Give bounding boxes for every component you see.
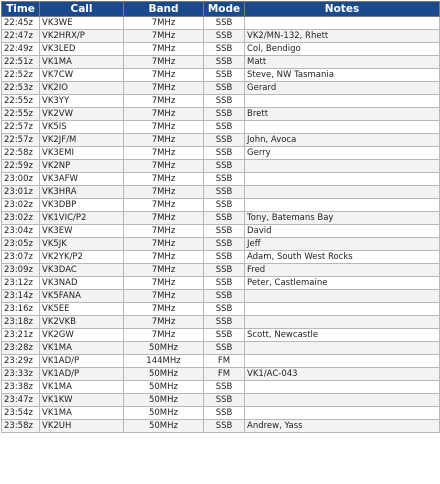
cell-band: 7MHz [124, 199, 204, 212]
table-row [2, 173, 440, 186]
cell-notes: David [245, 225, 440, 238]
log-table-body [2, 17, 440, 433]
cell-mode: SSB [204, 407, 245, 420]
cell-band: 7MHz [124, 56, 204, 69]
cell-call: VK2GW [40, 329, 124, 342]
cell-band: 7MHz [124, 316, 204, 329]
table-row [2, 69, 440, 82]
header-row [2, 2, 440, 17]
cell-notes: Tony, Batemans Bay [245, 212, 440, 225]
cell-band: 7MHz [124, 82, 204, 95]
table-row [2, 56, 440, 69]
cell-notes [245, 160, 440, 173]
table-row [2, 277, 440, 290]
table-row [2, 381, 440, 394]
cell-mode: SSB [204, 30, 245, 43]
cell-notes: Scott, Newcastle [245, 329, 440, 342]
cell-mode: FM [204, 355, 245, 368]
cell-mode: SSB [204, 160, 245, 173]
cell-time: 23:02z [2, 212, 40, 225]
cell-mode: SSB [204, 43, 245, 56]
table-row [2, 238, 440, 251]
cell-band: 7MHz [124, 251, 204, 264]
table-row [2, 303, 440, 316]
cell-notes [245, 407, 440, 420]
cell-time: 23:02z [2, 199, 40, 212]
cell-time: 23:00z [2, 173, 40, 186]
cell-mode: SSB [204, 225, 245, 238]
cell-call: VK3DBP [40, 199, 124, 212]
cell-band: 50MHz [124, 368, 204, 381]
cell-notes [245, 342, 440, 355]
cell-band: 50MHz [124, 420, 204, 433]
cell-time: 22:59z [2, 160, 40, 173]
cell-mode: SSB [204, 290, 245, 303]
cell-band: 7MHz [124, 173, 204, 186]
table-row [2, 160, 440, 173]
cell-band: 50MHz [124, 407, 204, 420]
log-table [1, 1, 440, 433]
cell-band: 7MHz [124, 69, 204, 82]
cell-mode: SSB [204, 394, 245, 407]
column-header-mode: Mode [204, 2, 245, 17]
cell-time: 23:04z [2, 225, 40, 238]
cell-band: 7MHz [124, 264, 204, 277]
cell-notes [245, 316, 440, 329]
cell-notes: Andrew, Yass [245, 420, 440, 433]
table-row [2, 251, 440, 264]
cell-mode: SSB [204, 264, 245, 277]
cell-band: 7MHz [124, 121, 204, 134]
table-row [2, 225, 440, 238]
cell-band: 7MHz [124, 147, 204, 160]
cell-mode: SSB [204, 69, 245, 82]
cell-time: 22:52z [2, 69, 40, 82]
cell-time: 23:12z [2, 277, 40, 290]
cell-time: 23:14z [2, 290, 40, 303]
table-row [2, 17, 440, 30]
cell-call: VK2HRX/P [40, 30, 124, 43]
cell-band: 7MHz [124, 277, 204, 290]
table-row [2, 199, 440, 212]
cell-call: VK2JF/M [40, 134, 124, 147]
cell-time: 23:07z [2, 251, 40, 264]
table-row [2, 95, 440, 108]
cell-notes: Jeff [245, 238, 440, 251]
cell-mode: SSB [204, 277, 245, 290]
cell-time: 23:01z [2, 186, 40, 199]
cell-mode: SSB [204, 316, 245, 329]
cell-band: 7MHz [124, 43, 204, 56]
cell-time: 22:53z [2, 82, 40, 95]
cell-band: 7MHz [124, 303, 204, 316]
cell-call: VK3EMI [40, 147, 124, 160]
cell-time: 23:47z [2, 394, 40, 407]
cell-call: VK2UH [40, 420, 124, 433]
cell-mode: SSB [204, 342, 245, 355]
cell-notes: Steve, NW Tasmania [245, 69, 440, 82]
cell-mode: SSB [204, 420, 245, 433]
cell-band: 7MHz [124, 95, 204, 108]
table-row [2, 30, 440, 43]
table-row [2, 407, 440, 420]
cell-time: 22:57z [2, 121, 40, 134]
cell-call: VK3HRA [40, 186, 124, 199]
cell-call: VK3WE [40, 17, 124, 30]
cell-notes: VK2/MN-132, Rhett [245, 30, 440, 43]
cell-call: VK1AD/P [40, 368, 124, 381]
cell-mode: SSB [204, 329, 245, 342]
cell-time: 22:58z [2, 147, 40, 160]
cell-band: 50MHz [124, 394, 204, 407]
cell-band: 7MHz [124, 30, 204, 43]
cell-band: 144MHz [124, 355, 204, 368]
cell-band: 50MHz [124, 342, 204, 355]
column-header-time: Time [2, 2, 40, 17]
cell-notes: Adam, South West Rocks [245, 251, 440, 264]
cell-time: 23:58z [2, 420, 40, 433]
table-row [2, 186, 440, 199]
cell-call: VK1KW [40, 394, 124, 407]
table-row [2, 121, 440, 134]
cell-call: VK2NP [40, 160, 124, 173]
cell-time: 23:38z [2, 381, 40, 394]
cell-time: 22:51z [2, 56, 40, 69]
cell-notes [245, 290, 440, 303]
cell-time: 23:09z [2, 264, 40, 277]
cell-mode: SSB [204, 212, 245, 225]
table-row [2, 134, 440, 147]
table-row [2, 43, 440, 56]
cell-call: VK3NAD [40, 277, 124, 290]
cell-call: VK3DAC [40, 264, 124, 277]
cell-notes: John, Avoca [245, 134, 440, 147]
table-row [2, 316, 440, 329]
cell-mode: SSB [204, 186, 245, 199]
cell-mode: SSB [204, 238, 245, 251]
cell-band: 50MHz [124, 381, 204, 394]
cell-notes [245, 381, 440, 394]
cell-mode: SSB [204, 121, 245, 134]
cell-notes [245, 17, 440, 30]
cell-band: 7MHz [124, 160, 204, 173]
cell-mode: SSB [204, 82, 245, 95]
cell-notes: VK1/AC-043 [245, 368, 440, 381]
cell-band: 7MHz [124, 290, 204, 303]
cell-notes [245, 303, 440, 316]
cell-band: 7MHz [124, 225, 204, 238]
cell-time: 23:54z [2, 407, 40, 420]
cell-call: VK2VW [40, 108, 124, 121]
cell-notes: Fred [245, 264, 440, 277]
table-row [2, 368, 440, 381]
cell-mode: SSB [204, 173, 245, 186]
cell-band: 7MHz [124, 134, 204, 147]
cell-call: VK5IS [40, 121, 124, 134]
cell-time: 23:28z [2, 342, 40, 355]
cell-mode: SSB [204, 147, 245, 160]
cell-notes [245, 95, 440, 108]
cell-call: VK1VIC/P2 [40, 212, 124, 225]
cell-notes [245, 121, 440, 134]
column-header-notes: Notes [245, 2, 440, 17]
cell-notes: Gerry [245, 147, 440, 160]
log-table-header [2, 2, 440, 17]
cell-band: 7MHz [124, 212, 204, 225]
cell-time: 22:45z [2, 17, 40, 30]
cell-call: VK3YY [40, 95, 124, 108]
cell-mode: SSB [204, 199, 245, 212]
cell-time: 22:49z [2, 43, 40, 56]
cell-time: 23:18z [2, 316, 40, 329]
cell-notes: Gerard [245, 82, 440, 95]
cell-notes: Col, Bendigo [245, 43, 440, 56]
table-row [2, 264, 440, 277]
cell-mode: SSB [204, 134, 245, 147]
cell-band: 7MHz [124, 186, 204, 199]
cell-notes: Peter, Castlemaine [245, 277, 440, 290]
cell-mode: SSB [204, 108, 245, 121]
cell-call: VK5EE [40, 303, 124, 316]
table-row [2, 394, 440, 407]
cell-time: 22:55z [2, 95, 40, 108]
cell-mode: SSB [204, 381, 245, 394]
cell-band: 7MHz [124, 238, 204, 251]
cell-notes [245, 199, 440, 212]
cell-time: 23:05z [2, 238, 40, 251]
cell-call: VK2YK/P2 [40, 251, 124, 264]
cell-band: 7MHz [124, 17, 204, 30]
cell-mode: SSB [204, 251, 245, 264]
cell-call: VK1MA [40, 381, 124, 394]
table-row [2, 355, 440, 368]
cell-mode: FM [204, 368, 245, 381]
cell-time: 22:55z [2, 108, 40, 121]
column-header-band: Band [124, 2, 204, 17]
cell-mode: SSB [204, 303, 245, 316]
cell-call: VK3EW [40, 225, 124, 238]
cell-call: VK1MA [40, 56, 124, 69]
cell-mode: SSB [204, 56, 245, 69]
cell-mode: SSB [204, 95, 245, 108]
cell-call: VK1MA [40, 407, 124, 420]
cell-notes [245, 186, 440, 199]
contact-log [1, 1, 439, 433]
cell-call: VK3AFW [40, 173, 124, 186]
cell-call: VK3LED [40, 43, 124, 56]
cell-time: 23:33z [2, 368, 40, 381]
cell-notes: Brett [245, 108, 440, 121]
cell-time: 23:16z [2, 303, 40, 316]
table-row [2, 342, 440, 355]
cell-notes [245, 173, 440, 186]
table-row [2, 290, 440, 303]
cell-time: 23:29z [2, 355, 40, 368]
cell-notes [245, 394, 440, 407]
table-row [2, 212, 440, 225]
column-header-call: Call [40, 2, 124, 17]
cell-call: VK1AD/P [40, 355, 124, 368]
cell-band: 7MHz [124, 329, 204, 342]
cell-notes [245, 355, 440, 368]
cell-time: 23:21z [2, 329, 40, 342]
cell-time: 22:57z [2, 134, 40, 147]
table-row [2, 329, 440, 342]
cell-mode: SSB [204, 17, 245, 30]
cell-notes: Matt [245, 56, 440, 69]
table-row [2, 108, 440, 121]
table-row [2, 147, 440, 160]
cell-call: VK7CW [40, 69, 124, 82]
cell-band: 7MHz [124, 108, 204, 121]
cell-time: 22:47z [2, 30, 40, 43]
table-row [2, 82, 440, 95]
cell-call: VK5FANA [40, 290, 124, 303]
cell-call: VK2VKB [40, 316, 124, 329]
cell-call: VK2IO [40, 82, 124, 95]
cell-call: VK1MA [40, 342, 124, 355]
table-row [2, 420, 440, 433]
cell-call: VK5JK [40, 238, 124, 251]
